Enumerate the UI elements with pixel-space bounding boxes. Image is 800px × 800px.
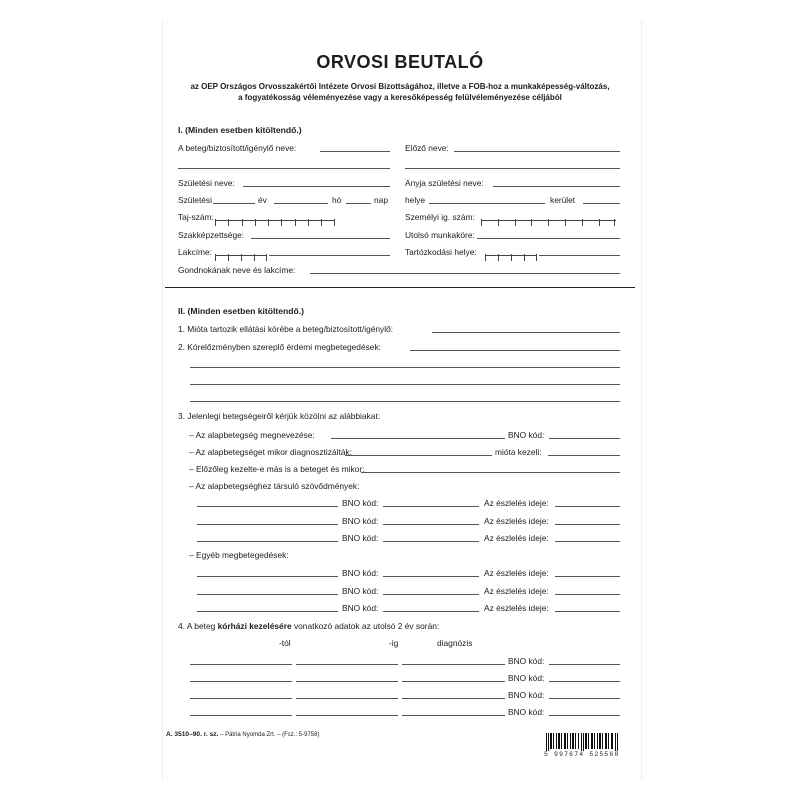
complication-2-bno-label: BNO kód: bbox=[342, 516, 379, 526]
birth-name-label: Születési neve: bbox=[178, 178, 235, 188]
residence-field[interactable] bbox=[539, 255, 620, 256]
other-illness-3-detected-label: Az észlelés ideje: bbox=[484, 603, 549, 613]
q3a-label: – Az alapbetegség megnevezése: bbox=[189, 430, 315, 440]
form-subtitle-line2: a fogyatékosság véleményezése vagy a keresőképesség felülvéleményezése céljából bbox=[238, 93, 562, 102]
complication-3-detected-label: Az észlelés ideje: bbox=[484, 533, 549, 543]
hospital-4-diagnosis-field[interactable] bbox=[402, 715, 505, 716]
hospital-1-from-field[interactable] bbox=[190, 664, 292, 665]
complication-2-detected-label: Az észlelés ideje: bbox=[484, 516, 549, 526]
last-job-label: Utolsó munkaköre: bbox=[405, 230, 475, 240]
form-code: A. 3510–90. r. sz. – Pátria Nyomda Zrt. – (Fsz.: 5-9758) bbox=[166, 731, 320, 738]
hospital-4-bno-label: BNO kód: bbox=[508, 707, 545, 717]
hospital-3-bno-label: BNO kód: bbox=[508, 690, 545, 700]
hospital-2-from-field[interactable] bbox=[190, 681, 292, 682]
previous-name-label: Előző neve: bbox=[405, 143, 449, 153]
hospital-2-bno-label: BNO kód: bbox=[508, 673, 545, 683]
complication-2-detected-field[interactable] bbox=[555, 524, 620, 525]
hospital-3-diagnosis-field[interactable] bbox=[402, 698, 505, 699]
form-title: ORVOSI BEUTALÓ bbox=[316, 52, 484, 72]
section-divider bbox=[165, 287, 635, 288]
hospital-1-diagnosis-field[interactable] bbox=[402, 664, 505, 665]
hospital-1-bno-label: BNO kód: bbox=[508, 656, 545, 666]
id-number-boxes[interactable] bbox=[481, 213, 616, 221]
q2-field-3[interactable] bbox=[190, 384, 620, 385]
q3a-bno-label: BNO kód: bbox=[508, 430, 545, 440]
barcode-number: 5 997674 525568 bbox=[544, 751, 620, 758]
complication-1-detected-field[interactable] bbox=[555, 506, 620, 507]
place-label: helye bbox=[405, 195, 426, 205]
hospital-2-to-field[interactable] bbox=[296, 681, 398, 682]
form-subtitle-line1: az OEP Országos Orvosszakértői Intézete Orvosi Bizottságához, illetve a FOB-hoz a munkaképesség-változás, bbox=[190, 82, 610, 91]
other-illness-1-bno-label: BNO kód: bbox=[342, 568, 379, 578]
guardian-field[interactable] bbox=[310, 273, 620, 274]
other-illness-2-detected-label: Az észlelés ideje: bbox=[484, 586, 549, 596]
qualification-field[interactable] bbox=[251, 238, 390, 239]
q3a-bno-field[interactable] bbox=[549, 438, 620, 439]
last-job-field[interactable] bbox=[477, 238, 620, 239]
address-field[interactable] bbox=[269, 255, 390, 256]
complication-1-field[interactable] bbox=[197, 506, 338, 507]
other-illness-1-field[interactable] bbox=[197, 576, 338, 577]
birth-label: Születési bbox=[178, 195, 212, 205]
diagnosis-label: diagnózis bbox=[437, 638, 473, 648]
month-label: hó bbox=[332, 195, 342, 205]
hospital-1-to-field[interactable] bbox=[296, 664, 398, 665]
hospital-4-to-field[interactable] bbox=[296, 715, 398, 716]
previous-name-field[interactable] bbox=[454, 151, 620, 152]
complication-3-bno-label: BNO kód: bbox=[342, 533, 379, 543]
complication-1-bno-field[interactable] bbox=[383, 506, 479, 507]
complication-2-field[interactable] bbox=[197, 524, 338, 525]
other-illness-2-bno-label: BNO kód: bbox=[342, 586, 379, 596]
q1-field[interactable] bbox=[432, 332, 620, 333]
q3c-label: – Előzőleg kezelte-e más is a beteget és mikor: bbox=[189, 464, 365, 474]
q1-label: 1. Mióta tartozik ellátási körébe a beteg/biztosított/igénylő: bbox=[178, 324, 394, 334]
q3b-since-label: mióta kezeli: bbox=[495, 447, 542, 457]
complication-3-bno-field[interactable] bbox=[383, 541, 479, 542]
taj-label: Taj-szám: bbox=[178, 212, 214, 222]
q2-field-4[interactable] bbox=[190, 401, 620, 402]
complication-1-detected-label: Az észlelés ideje: bbox=[484, 498, 549, 508]
other-illness-1-detected-field[interactable] bbox=[555, 576, 620, 577]
q3b-field[interactable] bbox=[345, 455, 492, 456]
q2-field[interactable] bbox=[410, 350, 620, 351]
q2-label: 2. Kórelőzményben szereplő érdemi megbetegedések: bbox=[178, 342, 381, 352]
hospital-3-to-field[interactable] bbox=[296, 698, 398, 699]
hospital-1-bno-field[interactable] bbox=[549, 664, 620, 665]
complication-2-bno-field[interactable] bbox=[383, 524, 479, 525]
patient-name-field[interactable] bbox=[320, 151, 390, 152]
q3d-label: – Az alapbetegséghez társuló szövődmények: bbox=[189, 481, 360, 491]
mother-birth-name-label: Anyja születési neve: bbox=[405, 178, 484, 188]
q4-label: 4. A beteg kórházi kezelésére vonatkozó adatok az utolsó 2 év során: bbox=[178, 621, 440, 631]
other-illness-1-detected-label: Az észlelés ideje: bbox=[484, 568, 549, 578]
district-field[interactable] bbox=[583, 203, 620, 204]
q2-field-2[interactable] bbox=[190, 367, 620, 368]
other-illness-2-detected-field[interactable] bbox=[555, 594, 620, 595]
birth-month-field[interactable] bbox=[274, 203, 328, 204]
previous-name-field-2[interactable] bbox=[405, 168, 620, 169]
residence-label: Tartózkodási helye: bbox=[405, 247, 477, 257]
guardian-label: Gondnokának neve és lakcíme: bbox=[178, 265, 296, 275]
other-illness-2-field[interactable] bbox=[197, 594, 338, 595]
birth-place-field[interactable] bbox=[429, 203, 545, 204]
day-label: nap bbox=[374, 195, 388, 205]
section1-heading: I. (Minden esetben kitöltendő.) bbox=[178, 125, 302, 135]
other-illness-3-bno-label: BNO kód: bbox=[342, 603, 379, 613]
to-label: -ig bbox=[389, 638, 399, 648]
birth-year-field[interactable] bbox=[213, 203, 255, 204]
complication-3-field[interactable] bbox=[197, 541, 338, 542]
district-label: kerület bbox=[550, 195, 576, 205]
address-zip-boxes[interactable] bbox=[215, 248, 267, 256]
q3-label: 3. Jelenlegi betegségeiről kérjük közölni az alábbiakat: bbox=[178, 411, 381, 421]
from-label: -tól bbox=[279, 638, 291, 648]
other-illness-3-detected-field[interactable] bbox=[555, 611, 620, 612]
hospital-4-bno-field[interactable] bbox=[549, 715, 620, 716]
other-illness-2-bno-field[interactable] bbox=[383, 594, 479, 595]
birth-day-field[interactable] bbox=[346, 203, 371, 204]
complication-3-detected-field[interactable] bbox=[555, 541, 620, 542]
hospital-2-bno-field[interactable] bbox=[549, 681, 620, 682]
hospital-3-from-field[interactable] bbox=[190, 698, 292, 699]
hospital-3-bno-field[interactable] bbox=[549, 698, 620, 699]
year-label: év bbox=[258, 195, 267, 205]
q3b-since-field[interactable] bbox=[548, 455, 620, 456]
complication-1-bno-label: BNO kód: bbox=[342, 498, 379, 508]
residence-zip-boxes[interactable] bbox=[485, 248, 537, 256]
qualification-label: Szakképzettsége: bbox=[178, 230, 245, 240]
q3a-field[interactable] bbox=[331, 438, 505, 439]
barcode-icon bbox=[546, 733, 618, 751]
patient-name-field-2[interactable] bbox=[178, 168, 390, 169]
taj-number-boxes[interactable] bbox=[215, 213, 335, 221]
mother-birth-name-field[interactable] bbox=[493, 186, 620, 187]
hospital-4-from-field[interactable] bbox=[190, 715, 292, 716]
other-illness-1-bno-field[interactable] bbox=[383, 576, 479, 577]
q3b-label: – Az alapbetegséget mikor diagnosztizálták: bbox=[189, 447, 352, 457]
address-label: Lakcíme: bbox=[178, 247, 212, 257]
other-illness-3-bno-field[interactable] bbox=[383, 611, 479, 612]
hospital-2-diagnosis-field[interactable] bbox=[402, 681, 505, 682]
q3e-label: – Egyéb megbetegedések: bbox=[189, 550, 289, 560]
patient-name-label: A beteg/biztosított/igénylő neve: bbox=[178, 143, 297, 153]
other-illness-3-field[interactable] bbox=[197, 611, 338, 612]
q3c-field[interactable] bbox=[361, 472, 620, 473]
section2-heading: II. (Minden esetben kitöltendő.) bbox=[178, 306, 305, 316]
birth-name-field[interactable] bbox=[243, 186, 390, 187]
id-number-label: Személyi ig. szám: bbox=[405, 212, 475, 222]
